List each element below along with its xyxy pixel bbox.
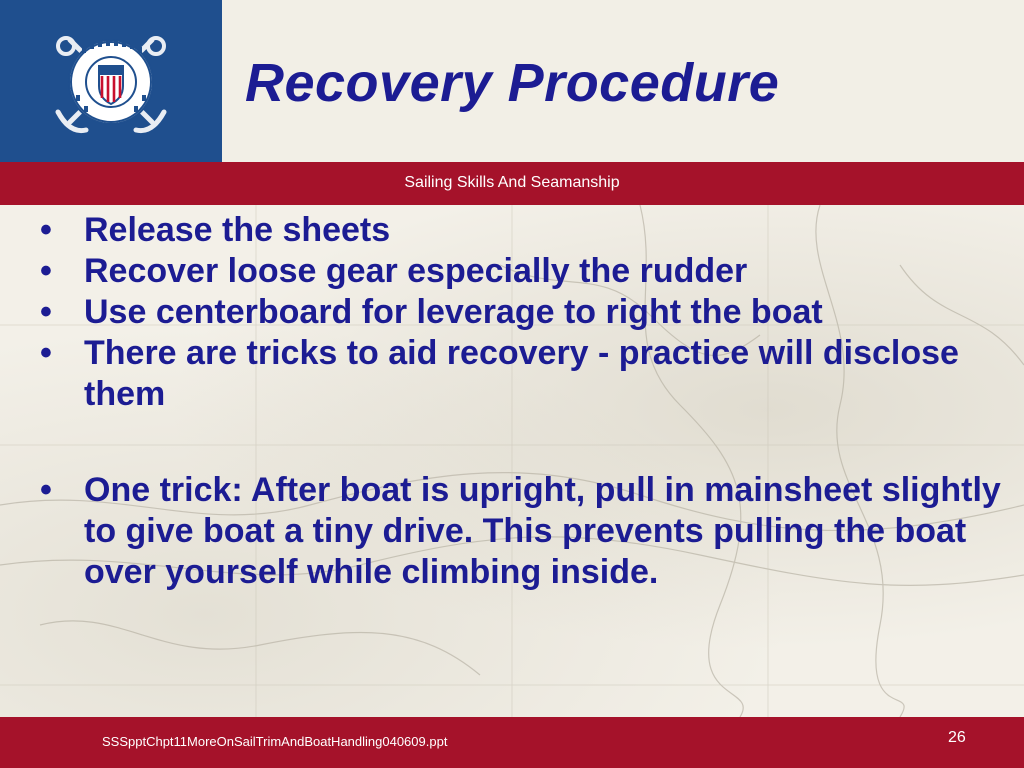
bullet-glyph: • [40,211,52,249]
bullet-glyph: • [40,252,52,290]
bullet-glyph: • [40,334,52,372]
bullet-item [40,470,1005,593]
slide-subtitle: Sailing Skills And Seamanship [404,174,620,191]
bullet-glyph: • [40,293,52,331]
page-number: 26 [948,729,966,746]
bullet-item [40,210,1005,251]
slide-title: Recovery Procedure [245,53,780,113]
logo-panel [0,0,222,162]
bullet-list [40,210,1005,593]
bullet-item [40,292,1005,333]
bullet-item [40,333,1005,415]
bullet-text: Recover loose gear especially the rudder [84,252,748,290]
coast-guard-seal-icon [0,0,222,162]
bullet-text: Release the sheets [84,211,391,249]
bullet-text: One trick: After boat is upright, pull in mainsheet slightly to give boat a tiny drive. This prevents pulling the boat over yourself while climbing inside. [84,471,1001,591]
bullet-text: There are tricks to aid recovery - practice will disclose them [84,334,959,413]
bullet-text: Use centerboard for leverage to right the boat [84,293,823,331]
footer-filename: SSSpptChpt11MoreOnSailTrimAndBoatHandling040609.ppt [102,734,448,749]
bullet-item [40,251,1005,292]
bullet-glyph: • [40,471,52,509]
